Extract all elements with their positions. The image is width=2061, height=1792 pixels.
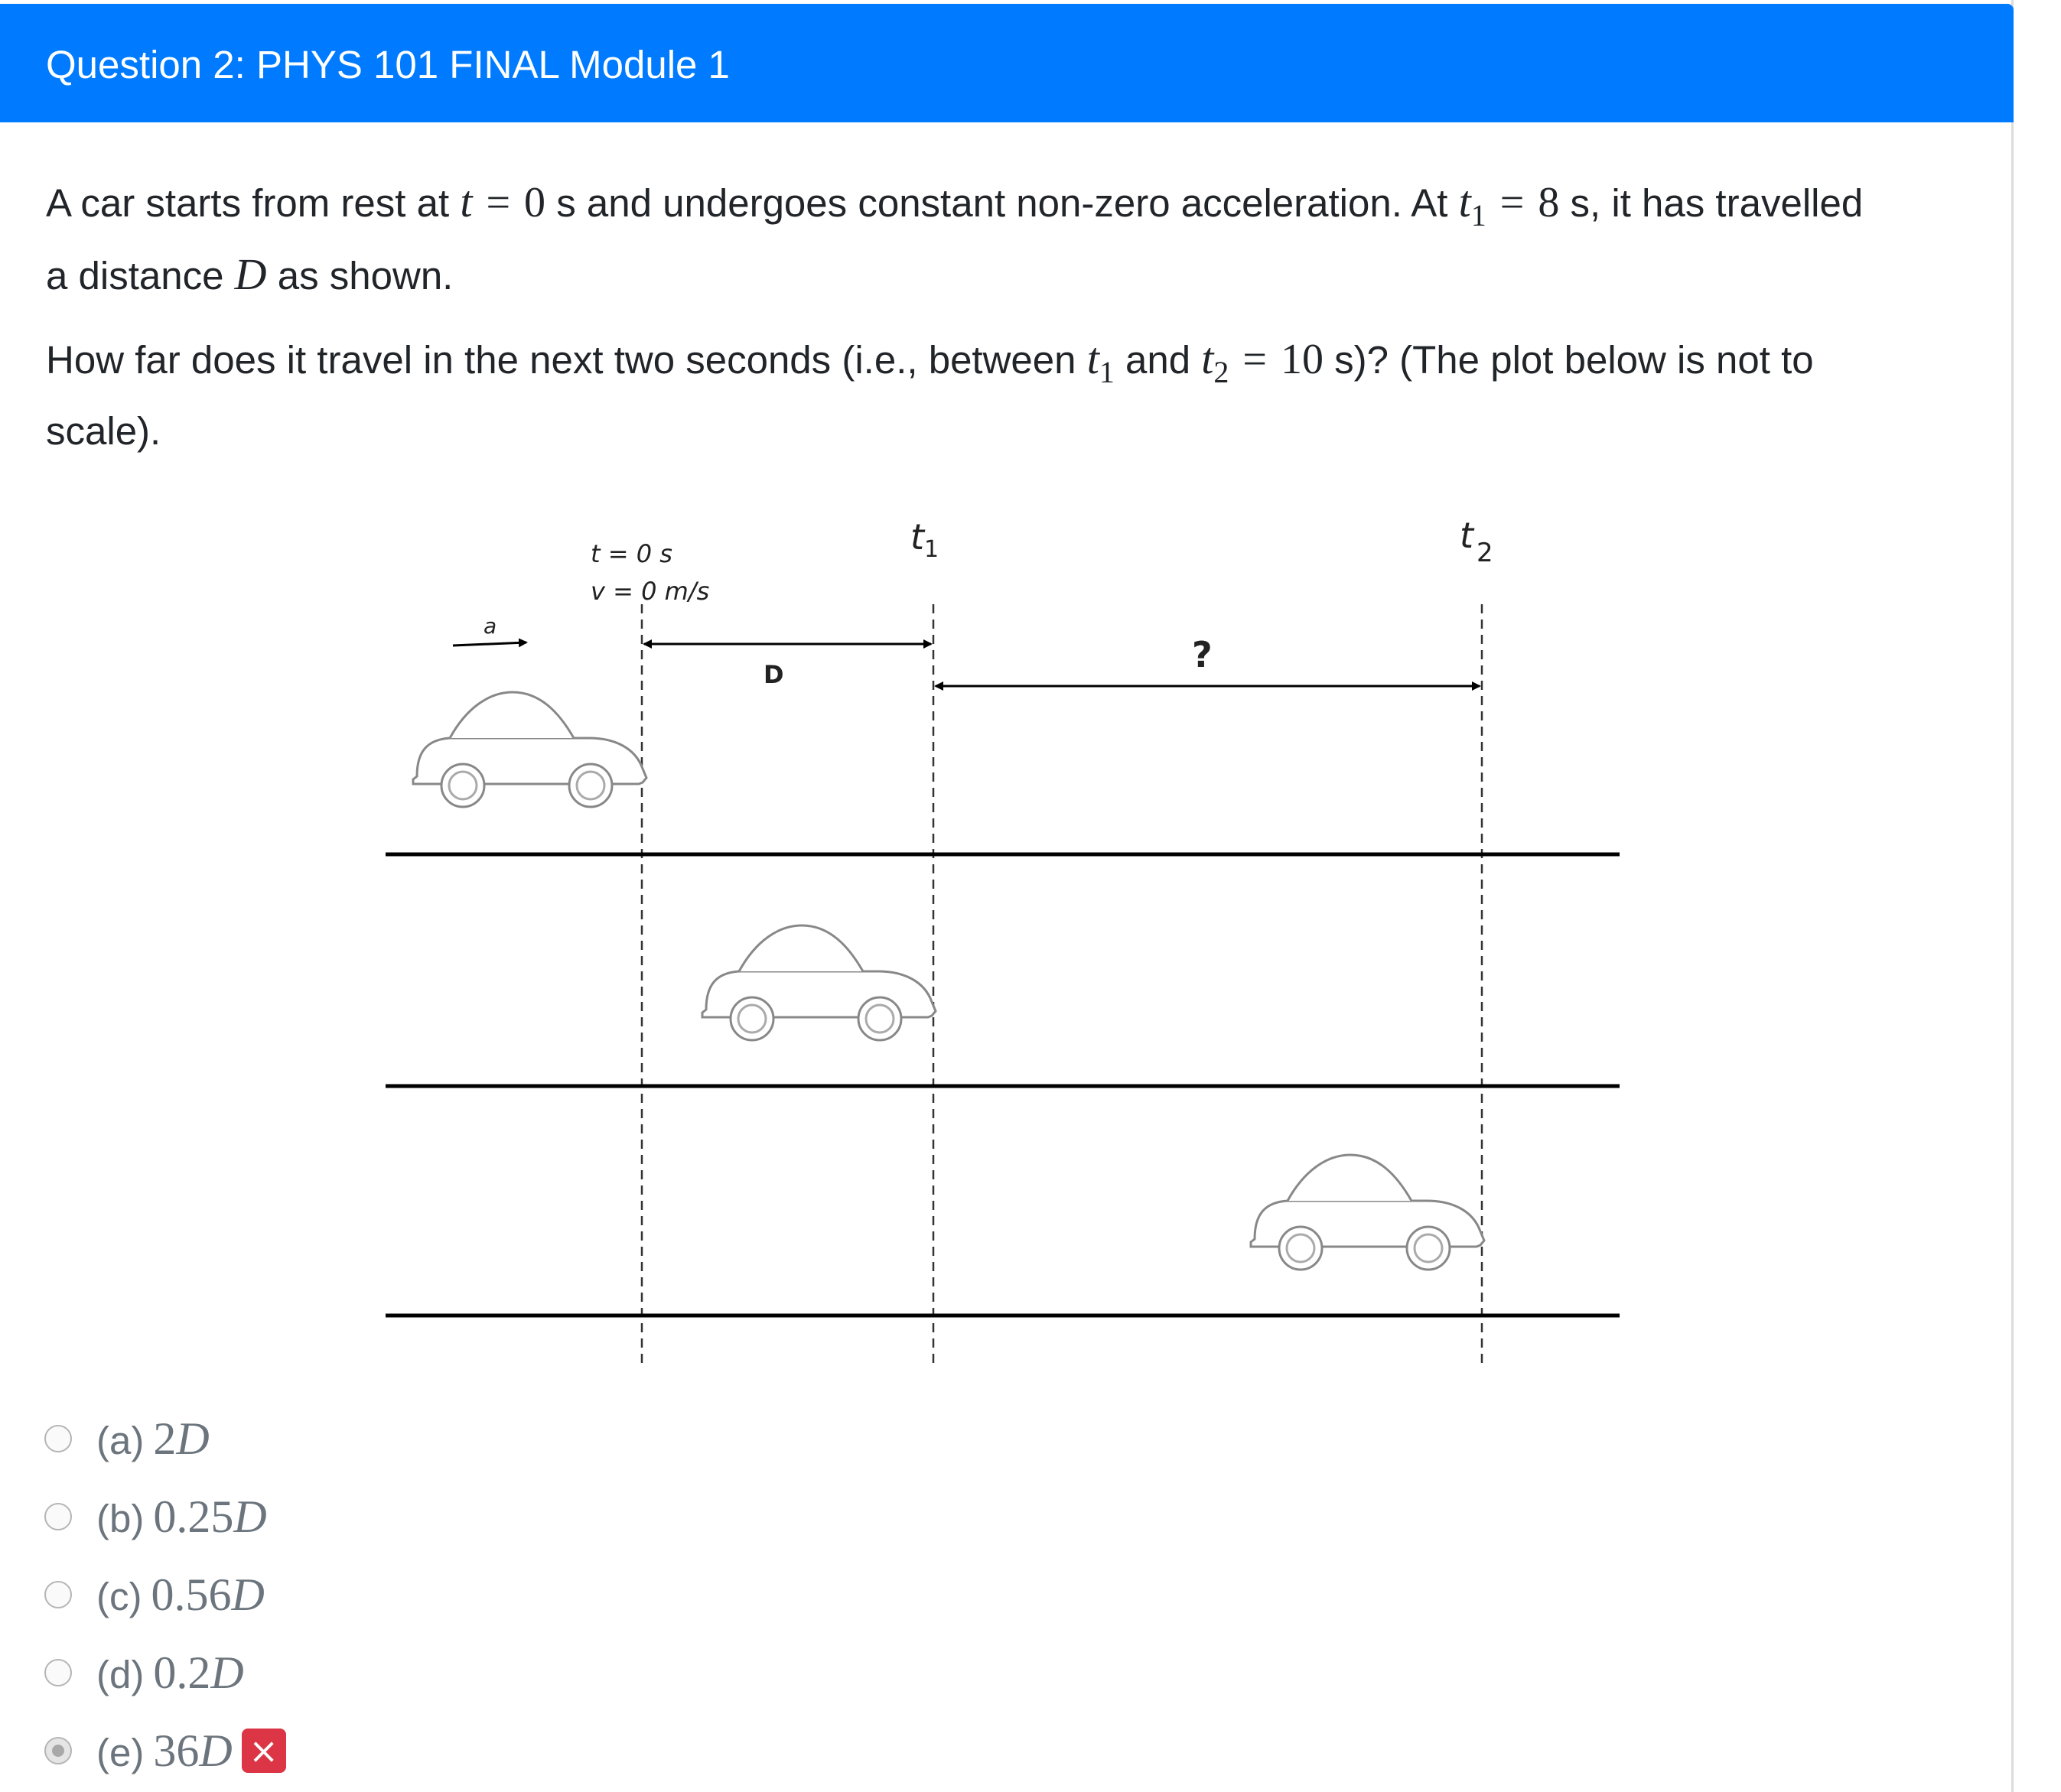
label-t0: t = 0 s (591, 539, 672, 568)
acceleration-arrow (453, 642, 526, 646)
svg-text:t: t (1460, 515, 1474, 556)
answer-choices (44, 1400, 286, 1790)
svg-text:2: 2 (1477, 538, 1493, 568)
radio-choice-d[interactable] (44, 1659, 72, 1686)
question-prompt-paragraph-2: How far does it travel in the next two seconds (i.e., between $t_1$ and $t_2 = 10$ s)? (The plot below is not to scale). (46, 333, 1814, 453)
label-v0: v = 0 m/s (591, 577, 710, 606)
car-motion-diagram (375, 505, 1637, 1384)
choice-c[interactable] (44, 1556, 286, 1634)
label-D: D (764, 660, 784, 689)
choice-c-label: (c) 0.56D (96, 1569, 265, 1620)
question-header (0, 4, 2014, 122)
radio-choice-e[interactable] (44, 1737, 72, 1764)
choice-d-label: (d) 0.2D (96, 1647, 244, 1698)
label-t1 (910, 516, 939, 563)
choice-d[interactable] (44, 1634, 286, 1712)
svg-text:t: t (910, 516, 925, 558)
question-title: Question 2: PHYS 101 FINAL Module 1 (46, 43, 730, 86)
car-at-t1 (702, 925, 936, 1040)
question-prompt-paragraph-1: A car starts from rest at t = 0 s and undergoes constant non-zero acceleration. At $t_1 = 8$ s, it has travelled a distance D as shown. (46, 177, 1864, 299)
label-t2 (1460, 515, 1493, 568)
choice-a-label: (a) 2D (96, 1413, 210, 1464)
radio-choice-c[interactable] (44, 1581, 72, 1608)
x-mark-icon: × (242, 1729, 286, 1773)
choice-e[interactable] (44, 1712, 286, 1790)
svg-text:1: 1 (924, 536, 939, 563)
label-acceleration: a (484, 613, 497, 639)
radio-choice-b[interactable] (44, 1503, 72, 1530)
car-at-t0 (413, 692, 646, 807)
choice-b[interactable] (44, 1478, 286, 1556)
choice-a[interactable] (44, 1400, 286, 1478)
car-at-t2 (1251, 1155, 1484, 1270)
choice-e-label: (e) 36D (96, 1725, 233, 1776)
radio-choice-a[interactable] (44, 1425, 72, 1452)
label-question-mark: ? (1192, 634, 1213, 675)
choice-b-label: (b) 0.25D (96, 1491, 267, 1542)
